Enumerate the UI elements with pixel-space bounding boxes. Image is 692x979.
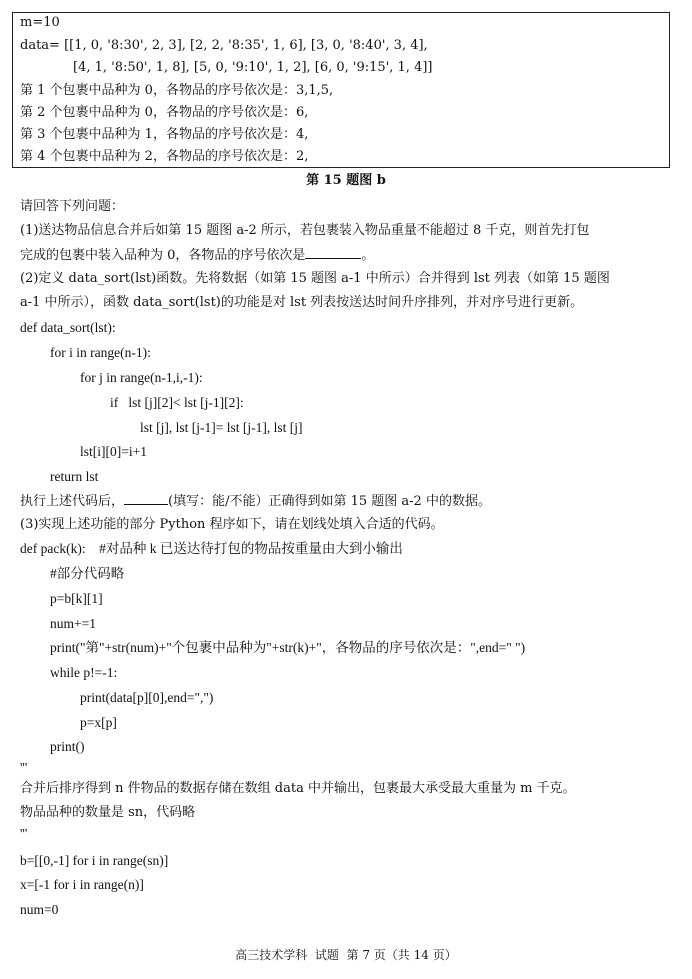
code2-docstring-open: ''' [20,760,28,775]
q2-answer-line: 执行上述代码后， (填写：能/不能）正确得到如第 15 题图 a-2 中的数据。 [20,494,491,509]
output-line-3: 第 3 个包裹中品种为 1，各物品的序号依次是：4, [20,127,309,142]
figure-caption: 第 15 题图 b [306,173,386,188]
q1-answer-blank[interactable] [305,246,361,259]
output-line-2: 第 2 个包裹中品种为 0，各物品的序号依次是：6, [20,105,309,120]
output-line-4: 第 4 个包裹中品种为 2，各物品的序号依次是：2, [20,149,309,164]
code2-p-next: p=x[p] [80,715,117,730]
code3-num-init: num=0 [20,902,59,917]
page-footer: 高三技术学科 试题 第 7 页（共 14 页） [235,948,457,962]
code3-b-init: b=[[0,-1] for i in range(sn)] [20,853,169,868]
code1-return: return lst [50,469,99,484]
q2-line-2: a-1 中所示），函数 data_sort(lst)的功能是对 lst 列表按送达时间升序排列，并对序号进行更新。 [20,295,584,310]
code1-if: if lst [j][2]< lst [j-1][2]: [110,395,244,410]
q3-text: (3)实现上述功能的部分 Python 程序如下，请在划线处填入合适的代码。 [20,517,444,532]
code-line-data-2: [4, 1, '8:50', 1, 8], [5, 0, '9:10', 1, 2], [6, 0, '9:15', 1, 4]] [73,60,433,75]
code-line-data-1: data= [[1, 0, '8:30', 2, 3], [2, 2, '8:35', 1, 6], [3, 0, '8:40', 3, 4], [20,38,428,53]
code2-while: while p!=-1: [50,665,118,680]
q2-answer-blank[interactable] [124,492,168,505]
code2-print-newline: print() [50,739,85,754]
code-line-m: m=10 [20,15,60,30]
code1-assign: lst[i][0]=i+1 [80,444,147,459]
q1-line-1: (1)送达物品信息合并后如第 15 题图 a-2 所示，若包裹装入物品重量不能超过 8 千克，则首先打包 [20,223,590,238]
code3-docstring-close: ''' [20,826,28,841]
output-line-1: 第 1 个包裹中品种为 0，各物品的序号依次是：3,1,5, [20,83,334,98]
code1-swap: lst [j], lst [j-1]= lst [j-1], lst [j] [140,420,303,435]
code2-print-header: print("第"+str(num)+"个包裹中品种为"+str(k)+"，各物品的序号依次是：",end=" ") [50,640,526,655]
code2-print-item: print(data[p][0],end=",") [80,690,214,705]
code3-x-init: x=[-1 for i in range(n)] [20,877,144,892]
q2-line-1: (2)定义 data_sort(lst)函数。先将数据（如第 15 题图 a-1 中所示）合并得到 lst 列表（如第 15 题图 [20,271,610,286]
code2-num-inc: num+=1 [50,616,96,631]
code2-p-assign: p=b[k][1] [50,591,103,606]
desc-line-2: 物品品种的数量是 sn，代码略 [20,805,196,820]
code1-def: def data_sort(lst): [20,320,116,335]
desc-line-1: 合并后排序得到 n 件物品的数据存储在数组 data 中并输出，包裹最大承受最大重量为 m 千克。 [20,781,576,796]
code1-for-j: for j in range(n-1,i,-1): [80,370,203,385]
code1-for-i: for i in range(n-1): [50,345,151,360]
q1-line-2: 完成的包裹中装入品种为 0，各物品的序号依次是 。 [20,248,375,263]
code2-def: def pack(k): #对品种 k 已送达待打包的物品按重量由大到小输出 [20,541,403,556]
intro-text: 请回答下列问题： [20,199,125,214]
code2-comment: #部分代码略 [50,566,125,581]
